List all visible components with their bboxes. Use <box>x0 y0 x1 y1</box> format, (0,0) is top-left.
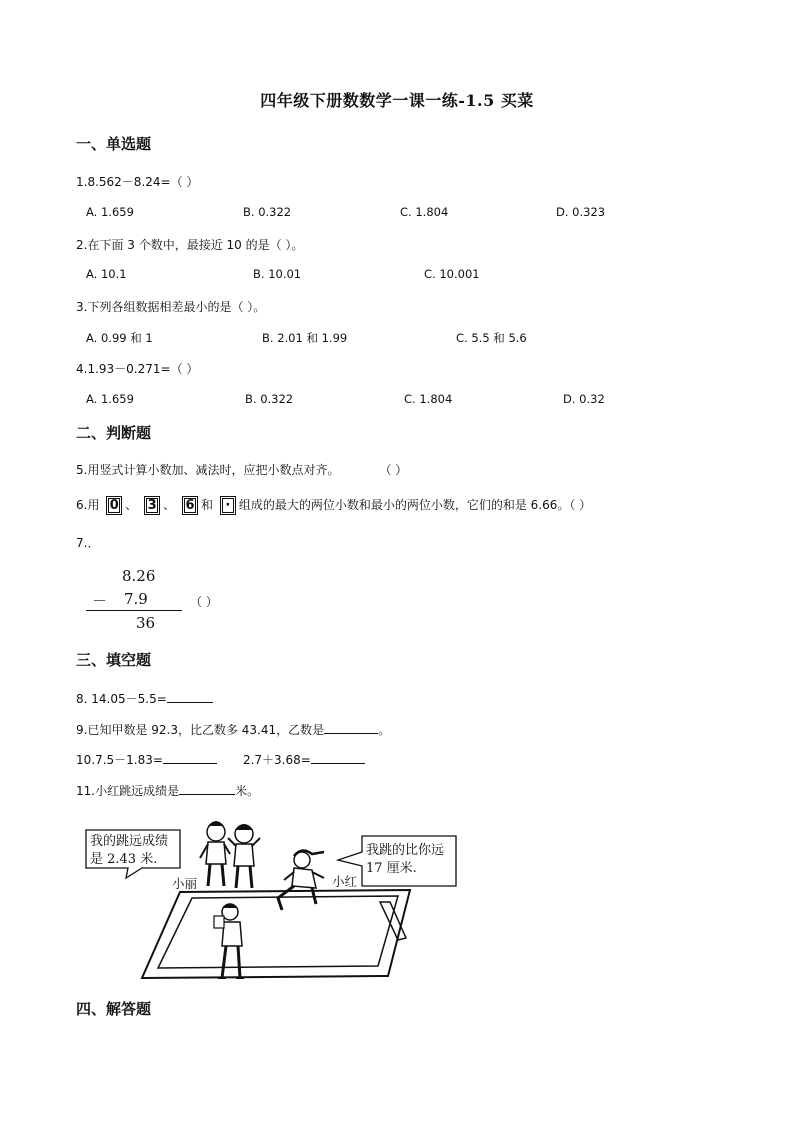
q4-option-a[interactable]: A. 1.659 <box>86 392 134 406</box>
q1-option-c[interactable]: C. 1.804 <box>400 205 449 219</box>
q10-answer-blank-1[interactable] <box>163 751 217 764</box>
section-heading-true-false: 二、判断题 <box>76 424 152 442</box>
q8-text: 8. 14.05－5.5= <box>76 692 167 706</box>
left-bubble-line-2: 是 2.43 米. <box>90 852 158 867</box>
q3-option-a[interactable]: A. 0.99 和 1 <box>86 331 153 345</box>
section-heading-fill-blank: 三、填空题 <box>76 651 152 669</box>
q9-end: 。 <box>378 723 391 737</box>
q3-option-c[interactable]: C. 5.5 和 5.6 <box>456 331 527 345</box>
long-jump-illustration <box>80 812 470 992</box>
q6-sep-2: 、 <box>163 498 176 512</box>
digit-card-3: 3 <box>144 496 160 515</box>
q6-sep-3: 和 <box>200 498 213 512</box>
label-xiaoli: 小丽 <box>172 876 198 891</box>
question-11 <box>76 782 259 799</box>
q2-option-a[interactable]: A. 10.1 <box>86 267 127 281</box>
digit-card-0: 0 <box>106 496 122 515</box>
q9-answer-blank[interactable] <box>324 721 378 734</box>
q11-end: 米。 <box>235 784 260 798</box>
q6-prefix: 6.用 <box>76 498 100 512</box>
right-bubble-line-1: 我跳的比你远 <box>366 843 445 858</box>
q11-answer-blank[interactable] <box>179 782 235 795</box>
question-9 <box>76 721 390 738</box>
q10-part1: 10.7.5－1.83= <box>76 753 163 767</box>
question-2: 2.在下面 3 个数中，最接近 10 的是（ ）。 <box>76 238 304 252</box>
digit-card-6: 6 <box>182 496 198 515</box>
section-heading-single-choice: 一、单选题 <box>76 135 152 153</box>
right-bubble-line-2: 17 厘米. <box>366 861 417 876</box>
left-bubble-text <box>90 833 168 869</box>
right-bubble-text <box>366 842 444 878</box>
q7-result: 36 <box>136 614 156 632</box>
question-3: 3.下列各组数据相差最小的是（ ）。 <box>76 300 266 314</box>
q7-calc-line <box>86 610 182 611</box>
question-6 <box>76 494 591 516</box>
q10-part2: 2.7＋3.68= <box>242 753 311 767</box>
q4-option-d[interactable]: D. 0.32 <box>563 392 605 406</box>
q7-minuend: 8.26 <box>122 567 156 585</box>
q11-text: 11.小红跳远成绩是 <box>76 784 180 798</box>
q10-answer-blank-2[interactable] <box>311 751 365 764</box>
question-4: 4.1.93－0.271=（ ） <box>76 362 199 376</box>
q3-option-b[interactable]: B. 2.01 和 1.99 <box>262 331 348 345</box>
q5-text: 5.用竖式计算小数加、减法时，应把小数点对齐。 <box>76 463 340 477</box>
q6-sep-1: 、 <box>125 498 138 512</box>
q7-answer-bracket[interactable]: （ ） <box>190 595 218 609</box>
q2-option-b[interactable]: B. 10.01 <box>253 267 302 281</box>
q9-text: 9.已知甲数是 92.3，比乙数多 43.41，乙数是 <box>76 723 325 737</box>
q1-option-b[interactable]: B. 0.322 <box>243 205 292 219</box>
q2-option-c[interactable]: C. 10.001 <box>424 267 480 281</box>
question-8 <box>76 690 213 707</box>
q6-suffix[interactable]: 组成的最大的两位小数和最小的两位小数，它们的和是 6.66。（ ） <box>238 498 592 512</box>
q7-minus-sign: － <box>92 592 108 610</box>
q4-option-b[interactable]: B. 0.322 <box>245 392 294 406</box>
q1-option-a[interactable]: A. 1.659 <box>86 205 134 219</box>
question-10 <box>76 751 365 768</box>
label-xiaohong: 小红 <box>332 874 358 889</box>
q4-option-c[interactable]: C. 1.804 <box>404 392 453 406</box>
question-7: 7.． <box>76 536 100 550</box>
section-heading-solve: 四、解答题 <box>76 1000 152 1018</box>
digit-card-point: · <box>220 496 236 515</box>
q1-option-d[interactable]: D. 0.323 <box>556 205 606 219</box>
q5-answer-bracket[interactable]: （ ） <box>379 463 408 477</box>
question-5 <box>76 461 407 478</box>
left-bubble-line-1: 我的跳远成绩 <box>90 834 169 849</box>
question-1: 1.8.562－8.24=（ ） <box>76 175 199 189</box>
page-title: 四年级下册数数学一课一练-1.5 买菜 <box>260 91 534 110</box>
q7-subtrahend: 7.9 <box>124 590 148 608</box>
q8-answer-blank[interactable] <box>167 690 213 703</box>
